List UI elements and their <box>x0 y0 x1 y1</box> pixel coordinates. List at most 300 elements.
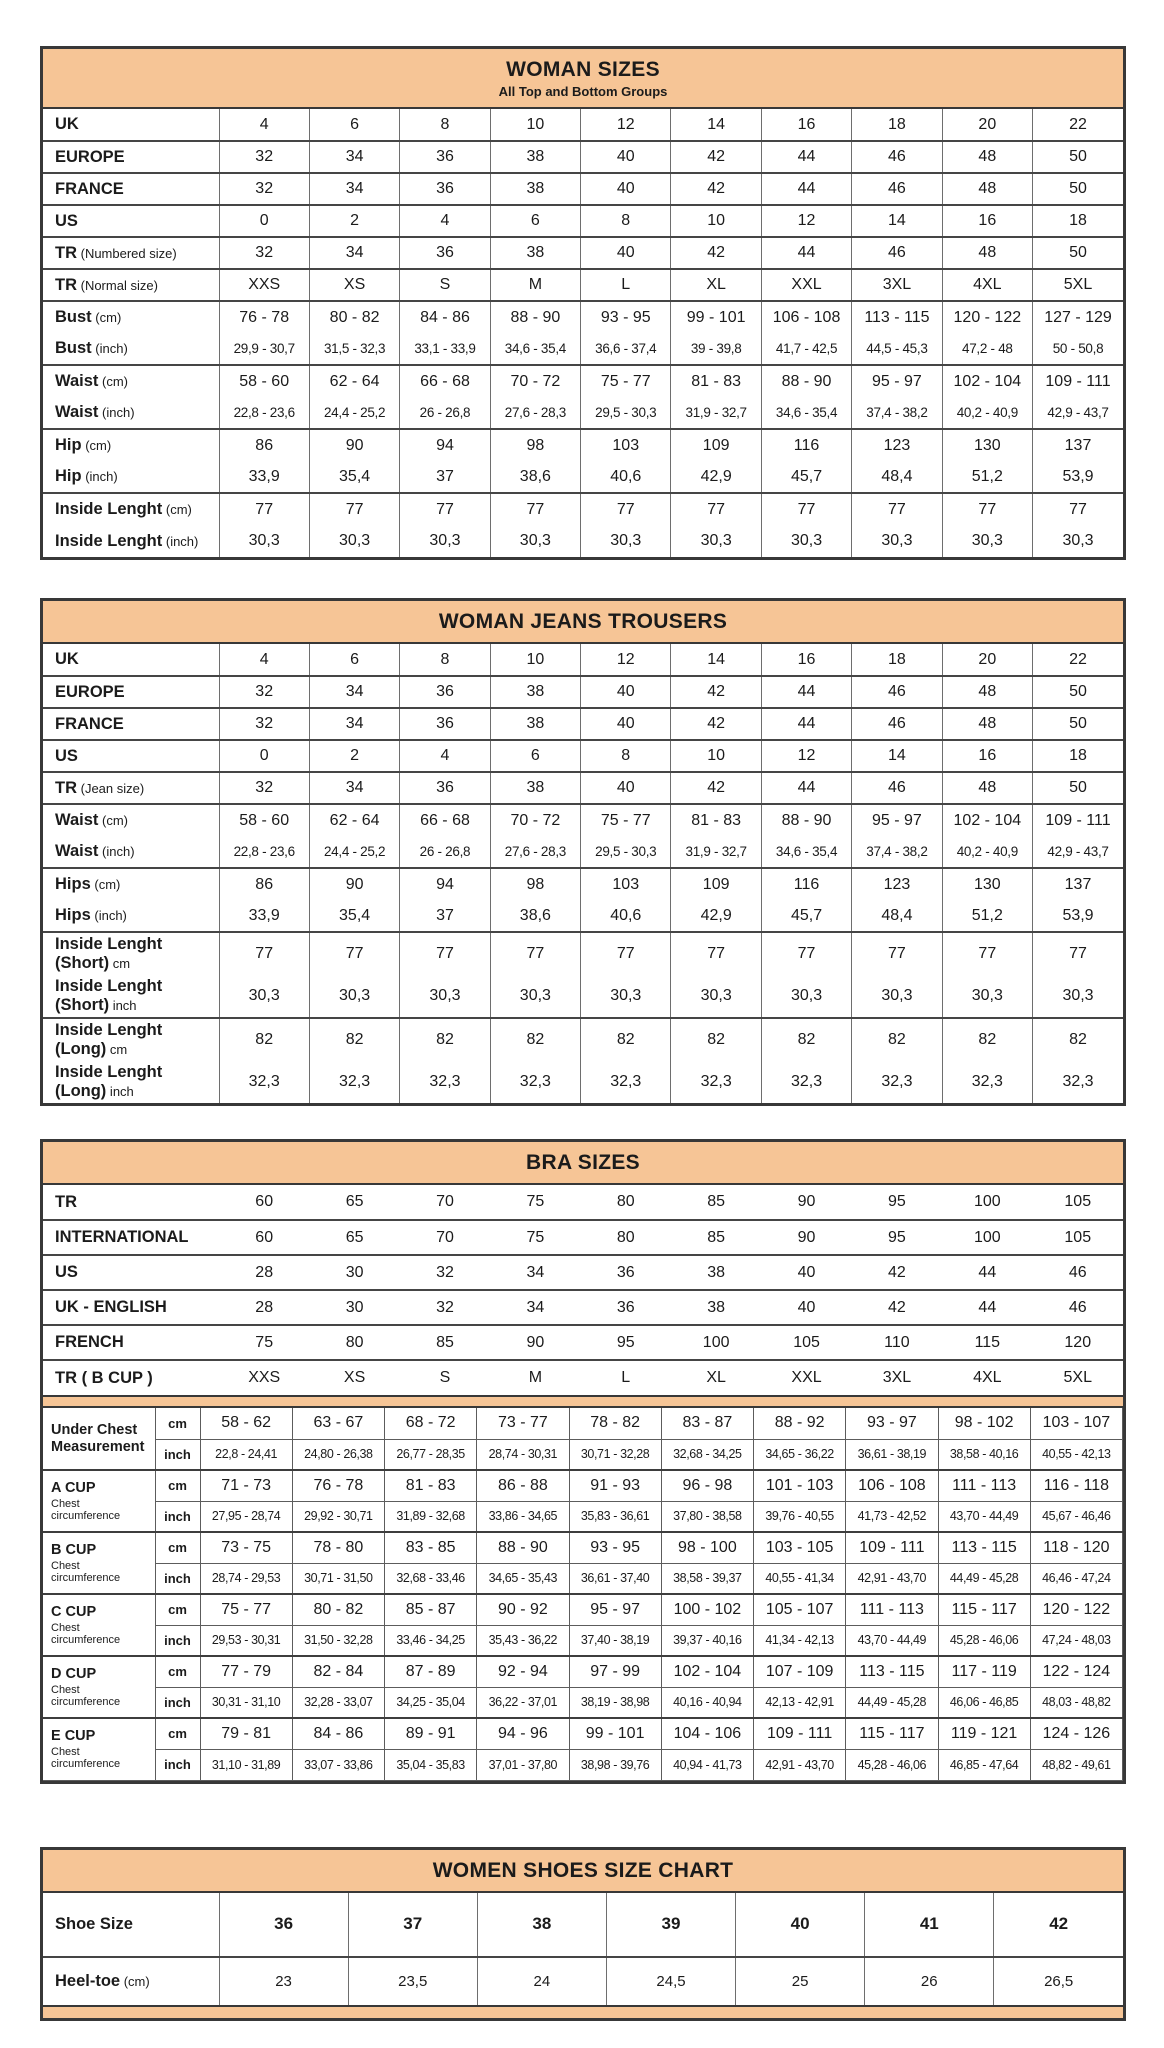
row-label <box>43 205 219 237</box>
size-row <box>43 1893 1123 1957</box>
shoes-header <box>43 1850 1123 1893</box>
row-label-note: cm <box>109 956 131 971</box>
row-label <box>43 301 219 333</box>
size-cell: 85 <box>671 1220 761 1255</box>
size-cell: 6 <box>490 205 580 237</box>
size-cell: 41,34 - 42,13 <box>754 1625 846 1656</box>
size-cell: 77 <box>219 932 309 975</box>
table-title: WOMAN JEANS TROUSERS <box>438 610 728 633</box>
size-cell: 109 <box>671 868 761 900</box>
row-label <box>43 429 219 461</box>
row-label-text: B CUP <box>51 1542 97 1559</box>
size-cell: 36 <box>400 237 490 269</box>
size-row <box>43 644 1123 676</box>
row-label <box>43 237 219 269</box>
row-label <box>43 1470 155 1532</box>
size-cell: 78 - 80 <box>292 1532 384 1563</box>
size-cell: 32 <box>219 708 309 740</box>
size-cell: 109 - 111 <box>754 1718 846 1749</box>
size-cell: 38,6 <box>490 461 580 493</box>
row-label-text: A CUP <box>51 1480 96 1497</box>
row-label-text: UK - ENGLISH <box>55 1298 167 1316</box>
table-title: WOMAN SIZES <box>506 58 660 81</box>
row-label <box>43 1594 155 1656</box>
size-cell: 30,3 <box>942 975 1032 1018</box>
size-cell: 44,49 - 45,28 <box>846 1687 938 1718</box>
size-cell: 22 <box>1033 644 1123 676</box>
row-label <box>43 1718 155 1780</box>
size-cell: 38 <box>490 708 580 740</box>
size-cell: 78 - 82 <box>569 1408 661 1439</box>
row-label-text: Under Chest Measurement <box>51 1421 145 1455</box>
row-label-note: (inch) <box>91 341 128 356</box>
size-cell: 30,3 <box>942 525 1032 557</box>
unit-label: inch <box>155 1563 200 1594</box>
size-cell: 77 <box>761 493 851 525</box>
size-cell: 33,9 <box>219 461 309 493</box>
size-cell: 77 <box>1033 493 1123 525</box>
size-cell: 12 <box>581 644 671 676</box>
row-label <box>43 1061 219 1103</box>
size-cell: 46 <box>852 173 942 205</box>
size-cell: 39 - 39,8 <box>671 333 761 365</box>
row-label <box>43 1893 219 1957</box>
size-row <box>43 1594 1123 1625</box>
size-cell: 30 <box>309 1290 399 1325</box>
row-label <box>43 868 219 900</box>
size-cell: 12 <box>761 205 851 237</box>
size-cell: 46 <box>852 772 942 804</box>
size-cell: 88 - 92 <box>754 1408 846 1439</box>
size-cell: 46,06 - 46,85 <box>938 1687 1030 1718</box>
shoes-grid <box>43 1893 1123 2005</box>
row-label-text: FRENCH <box>55 1333 124 1351</box>
size-cell: 50 <box>1033 676 1123 708</box>
size-cell: 99 - 101 <box>671 301 761 333</box>
size-cell: 82 <box>309 1018 399 1061</box>
accent-footer <box>43 2005 1123 2018</box>
size-cell: 18 <box>1033 205 1123 237</box>
size-cell: 44 <box>761 676 851 708</box>
size-cell: 14 <box>852 205 942 237</box>
size-row <box>43 1532 1123 1563</box>
row-label-text: Waist <box>55 403 99 421</box>
size-cell: 30,3 <box>219 975 309 1018</box>
size-cell: 38,6 <box>490 900 580 932</box>
size-cell: S <box>400 269 490 301</box>
size-cell: 32,3 <box>761 1061 851 1103</box>
size-cell: 24,4 - 25,2 <box>309 836 399 868</box>
size-cell: 30,3 <box>581 975 671 1018</box>
size-cell: 40,55 - 41,34 <box>754 1563 846 1594</box>
row-label-text: Bust <box>55 308 92 326</box>
row-label <box>43 676 219 708</box>
row-label <box>43 644 219 676</box>
size-cell: 102 - 104 <box>942 804 1032 836</box>
row-label-text: EUROPE <box>55 147 125 166</box>
size-cell: 124 - 126 <box>1030 1718 1122 1749</box>
size-cell: 84 - 86 <box>400 301 490 333</box>
size-cell: 36 <box>219 1893 348 1957</box>
shoes-size-table <box>40 1847 1126 2021</box>
size-cell: 31,9 - 32,7 <box>671 836 761 868</box>
woman-sizes-table <box>40 46 1126 560</box>
size-cell: 100 <box>942 1220 1032 1255</box>
size-cell: 80 <box>616 1193 635 1210</box>
row-label-note: (cm) <box>98 374 129 389</box>
unit-label: cm <box>155 1718 200 1749</box>
size-cell: 70 - 72 <box>490 804 580 836</box>
size-cell: 94 <box>400 868 490 900</box>
size-cell: 30,3 <box>761 525 851 557</box>
size-cell: 81 - 83 <box>385 1470 477 1501</box>
size-cell: 68 - 72 <box>385 1408 477 1439</box>
size-cell: 39,37 - 40,16 <box>661 1625 753 1656</box>
size-cell: 40 <box>581 676 671 708</box>
size-cell: 34 <box>309 141 399 173</box>
size-cell: 40 <box>761 1290 851 1325</box>
size-row <box>43 676 1123 708</box>
row-label-text: Hip <box>55 467 82 485</box>
row-label <box>43 1656 155 1718</box>
size-cell: 32,3 <box>490 1061 580 1103</box>
size-cell: 22,8 - 23,6 <box>219 397 309 429</box>
size-cell: 41,73 - 42,52 <box>846 1501 938 1532</box>
size-cell: 48 <box>942 772 1032 804</box>
size-cell: 36 <box>400 141 490 173</box>
size-cell: 32 <box>219 173 309 205</box>
size-cell: 85 - 87 <box>385 1594 477 1625</box>
size-cell: 12 <box>761 740 851 772</box>
size-cell: 116 <box>761 868 851 900</box>
size-cell: 30,71 - 31,50 <box>292 1563 384 1594</box>
size-cell: 30,3 <box>400 975 490 1018</box>
size-cell: 33,07 - 33,86 <box>292 1749 384 1780</box>
size-cell: 38,58 - 40,16 <box>938 1439 1030 1470</box>
size-cell: 50 <box>1033 772 1123 804</box>
row-label-text: Hips <box>55 875 91 893</box>
size-cell: 14 <box>671 109 761 141</box>
size-cell: 75 - 77 <box>581 804 671 836</box>
size-cell: 47,24 - 48,03 <box>1030 1625 1122 1656</box>
size-cell: 24,5 <box>606 1957 735 2005</box>
size-cell: 51,2 <box>942 461 1032 493</box>
size-cell: 98 - 100 <box>661 1532 753 1563</box>
size-cell: 14 <box>671 644 761 676</box>
size-cell: 35,43 - 36,22 <box>477 1625 569 1656</box>
size-cell: 44 <box>942 1290 1032 1325</box>
size-cell: 44 <box>761 772 851 804</box>
size-cell: 53,9 <box>1033 461 1123 493</box>
size-cell: 36 <box>581 1290 671 1325</box>
size-cell: 65 <box>309 1220 399 1255</box>
size-cell: 29,5 - 30,3 <box>581 397 671 429</box>
size-cell: 16 <box>761 644 851 676</box>
size-cell: S <box>400 1360 490 1395</box>
size-cell: 62 - 64 <box>309 804 399 836</box>
size-cell: 29,92 - 30,71 <box>292 1501 384 1532</box>
size-cell: 45,28 - 46,06 <box>938 1625 1030 1656</box>
size-cell: 113 - 115 <box>852 301 942 333</box>
size-cell: 35,83 - 36,61 <box>569 1501 661 1532</box>
row-label-note: (cm) <box>98 813 129 828</box>
row-label <box>43 1290 219 1325</box>
table-title: WOMEN SHOES SIZE CHART <box>432 1858 734 1882</box>
size-cell: 105 <box>761 1325 851 1360</box>
row-label-text: EUROPE <box>55 682 125 701</box>
size-cell: 30,3 <box>490 525 580 557</box>
size-cell: 42 <box>852 1290 942 1325</box>
row-label-note: (cm) <box>162 502 192 517</box>
size-row <box>43 1255 1123 1290</box>
size-row <box>43 269 1123 301</box>
size-cell: 44,5 - 45,3 <box>852 333 942 365</box>
row-label-text: Bust <box>55 339 92 357</box>
size-cell: 90 <box>490 1325 580 1360</box>
size-cell: 41,7 - 42,5 <box>761 333 851 365</box>
size-row <box>43 1687 1123 1718</box>
size-cell: 80 <box>309 1325 399 1360</box>
size-cell: 60 <box>219 1220 309 1255</box>
size-cell: 130 <box>942 429 1032 461</box>
size-cell: 26 <box>865 1957 994 2005</box>
size-cell: 35,04 - 35,83 <box>385 1749 477 1780</box>
size-cell: 77 <box>309 493 399 525</box>
size-cell: 32 <box>219 676 309 708</box>
size-row <box>43 1325 1123 1360</box>
size-cell: 46 <box>852 237 942 269</box>
size-cell: 8 <box>581 740 671 772</box>
size-cell: 107 - 109 <box>754 1656 846 1687</box>
size-cell: 93 - 97 <box>846 1408 938 1439</box>
size-cell: 109 - 111 <box>1033 804 1123 836</box>
bra-sizes-top-grid <box>43 1185 1123 1395</box>
size-cell: 45,7 <box>761 900 851 932</box>
row-label-text: INTERNATIONAL <box>55 1228 189 1246</box>
size-cell: 32,3 <box>219 1061 309 1103</box>
size-cell: 22,8 - 23,6 <box>219 836 309 868</box>
row-label-text: TR <box>55 1192 77 1211</box>
size-cell: 80 <box>581 1220 671 1255</box>
size-cell: 42,91 - 43,70 <box>846 1563 938 1594</box>
size-cell: 4 <box>219 109 309 141</box>
size-cell: 36 <box>400 173 490 205</box>
row-label-note: inch <box>109 998 137 1013</box>
size-cell: M <box>490 269 580 301</box>
row-label-text: Waist <box>55 372 99 390</box>
size-cell: 22 <box>1033 109 1123 141</box>
size-cell: 80 - 82 <box>309 301 399 333</box>
size-cell: 20 <box>942 109 1032 141</box>
size-cell: 76 - 78 <box>292 1470 384 1501</box>
size-row <box>43 301 1123 333</box>
size-cell: 23 <box>219 1957 348 2005</box>
size-cell: 105 <box>1033 1220 1123 1255</box>
unit-label: inch <box>155 1501 200 1532</box>
size-cell: 31,9 - 32,7 <box>671 397 761 429</box>
size-cell: 105 - 107 <box>754 1594 846 1625</box>
size-cell: 26,77 - 28,35 <box>385 1439 477 1470</box>
row-label-note: inch <box>106 1084 134 1099</box>
size-cell: 127 - 129 <box>1033 301 1123 333</box>
size-row <box>43 493 1123 525</box>
size-cell: 31,50 - 32,28 <box>292 1625 384 1656</box>
size-cell: 48 <box>942 708 1032 740</box>
size-cell: 77 <box>761 932 851 975</box>
size-cell: 93 - 95 <box>569 1532 661 1563</box>
bra-sizes-table <box>40 1139 1126 1784</box>
size-cell: 50 <box>1033 237 1123 269</box>
size-cell: 34,6 - 35,4 <box>761 836 851 868</box>
size-cell: 77 <box>1033 932 1123 975</box>
row-label-text: E CUP <box>51 1728 96 1745</box>
size-cell: 0 <box>219 205 309 237</box>
size-cell: 90 - 92 <box>477 1594 569 1625</box>
size-cell: 40,6 <box>581 461 671 493</box>
bra-sizes-header <box>43 1142 1123 1185</box>
size-cell: 44,49 - 45,28 <box>938 1563 1030 1594</box>
size-cell: 95 <box>581 1325 671 1360</box>
size-cell: 42 <box>671 237 761 269</box>
size-cell: 111 - 113 <box>938 1470 1030 1501</box>
woman-jeans-table <box>40 598 1126 1106</box>
size-cell: 77 <box>671 932 761 975</box>
size-cell: 77 <box>852 493 942 525</box>
size-cell: 42 <box>671 676 761 708</box>
size-cell: 75 - 77 <box>581 365 671 397</box>
table-title: BRA SIZES <box>526 1151 640 1174</box>
row-label-text: Inside Lenght <box>55 531 163 550</box>
size-cell: 98 - 102 <box>938 1408 1030 1439</box>
size-cell: 32,3 <box>581 1061 671 1103</box>
accent-divider <box>43 1395 1123 1408</box>
size-row <box>43 1018 1123 1061</box>
size-cell: 31,89 - 32,68 <box>385 1501 477 1532</box>
size-cell: 46,85 - 47,64 <box>938 1749 1030 1780</box>
size-row <box>43 1718 1123 1749</box>
size-cell: 31,5 - 32,3 <box>309 333 399 365</box>
row-label-text: TR <box>55 243 77 262</box>
row-label <box>43 173 219 205</box>
size-cell: 36,61 - 38,19 <box>846 1439 938 1470</box>
size-cell: 32 <box>400 1290 490 1325</box>
unit-label: cm <box>155 1470 200 1501</box>
row-label <box>43 1360 219 1395</box>
row-label <box>43 525 219 557</box>
size-cell: M <box>490 1360 580 1395</box>
row-label-text: Inside Lenght (Long) <box>55 1063 163 1100</box>
size-cell: 28,74 - 30,31 <box>477 1439 569 1470</box>
size-cell: 123 <box>852 868 942 900</box>
row-label-text: TR <box>55 275 77 294</box>
size-cell: 110 <box>852 1325 942 1360</box>
row-label <box>43 804 219 836</box>
size-cell: 99 - 101 <box>569 1718 661 1749</box>
size-cell: 30,3 <box>581 525 671 557</box>
row-label-note: Chest circumference <box>51 1746 121 1771</box>
size-cell: 14 <box>852 740 942 772</box>
size-cell: 88 - 90 <box>490 301 580 333</box>
size-cell: 45,7 <box>761 461 851 493</box>
row-label-text: FRANCE <box>55 714 124 733</box>
row-label-text: Inside Lenght (Long) <box>55 1021 163 1058</box>
size-cell: 34 <box>309 708 399 740</box>
size-cell: 48,03 - 48,82 <box>1030 1687 1122 1718</box>
size-cell: 32,28 - 33,07 <box>292 1687 384 1718</box>
size-cell: 117 - 119 <box>938 1656 1030 1687</box>
size-cell: 66 - 68 <box>400 365 490 397</box>
size-cell: 6 <box>309 644 399 676</box>
size-cell: 82 - 84 <box>292 1656 384 1687</box>
unit-label: cm <box>155 1656 200 1687</box>
size-cell: 38 <box>490 237 580 269</box>
size-cell: 93 - 95 <box>581 301 671 333</box>
size-row <box>43 1749 1123 1780</box>
woman-sizes-grid <box>43 109 1123 557</box>
size-cell: 58 - 60 <box>219 804 309 836</box>
row-label-note: (inch) <box>162 533 199 549</box>
size-cell: 40 <box>581 141 671 173</box>
size-cell: 48,4 <box>852 900 942 932</box>
size-row <box>43 1563 1123 1594</box>
size-cell: 116 <box>761 429 851 461</box>
size-cell: 32,68 - 33,46 <box>385 1563 477 1594</box>
size-cell: 103 <box>581 429 671 461</box>
size-cell: 44 <box>761 141 851 173</box>
row-label-note: (inch) <box>90 908 127 923</box>
size-cell: 22,8 - 24,41 <box>200 1439 292 1470</box>
size-cell: 111 - 113 <box>846 1594 938 1625</box>
size-cell: 123 <box>852 429 942 461</box>
size-cell: 40,2 - 40,9 <box>942 397 1032 429</box>
size-cell: 77 <box>581 493 671 525</box>
size-row <box>43 1290 1123 1325</box>
row-label <box>43 1325 219 1360</box>
size-cell: 82 <box>400 1018 490 1061</box>
size-cell: 46 <box>1033 1290 1123 1325</box>
size-cell: 4 <box>400 740 490 772</box>
size-cell: 10 <box>490 644 580 676</box>
size-cell: 95 <box>852 1220 942 1255</box>
size-row <box>43 365 1123 397</box>
size-cell: 45,67 - 46,46 <box>1030 1501 1122 1532</box>
size-cell: 30,3 <box>309 525 399 557</box>
size-row <box>43 141 1123 173</box>
row-label-text: Waist <box>55 842 99 860</box>
size-cell: 86 <box>219 868 309 900</box>
size-cell: 42 <box>852 1255 942 1290</box>
size-cell: 101 - 103 <box>754 1470 846 1501</box>
size-cell: 130 <box>942 868 1032 900</box>
size-cell: 95 - 97 <box>852 365 942 397</box>
row-label-text: Inside Lenght <box>55 500 163 518</box>
size-cell: 39,76 - 40,55 <box>754 1501 846 1532</box>
size-cell: 32 <box>400 1255 490 1290</box>
size-cell: 46 <box>1033 1255 1123 1290</box>
size-cell: 36 <box>400 772 490 804</box>
size-cell: 37,80 - 38,58 <box>661 1501 753 1532</box>
size-cell: 38 <box>490 772 580 804</box>
size-cell: 28 <box>219 1290 309 1325</box>
size-cell: 43,70 - 44,49 <box>938 1501 1030 1532</box>
row-label-text: TR <box>55 778 77 797</box>
size-cell: 3XL <box>852 1360 942 1395</box>
row-label-note: Chest circumference <box>51 1621 121 1646</box>
size-row <box>43 932 1123 975</box>
row-label <box>43 900 219 932</box>
size-cell: 120 - 122 <box>1030 1594 1122 1625</box>
size-cell: 36 <box>400 708 490 740</box>
